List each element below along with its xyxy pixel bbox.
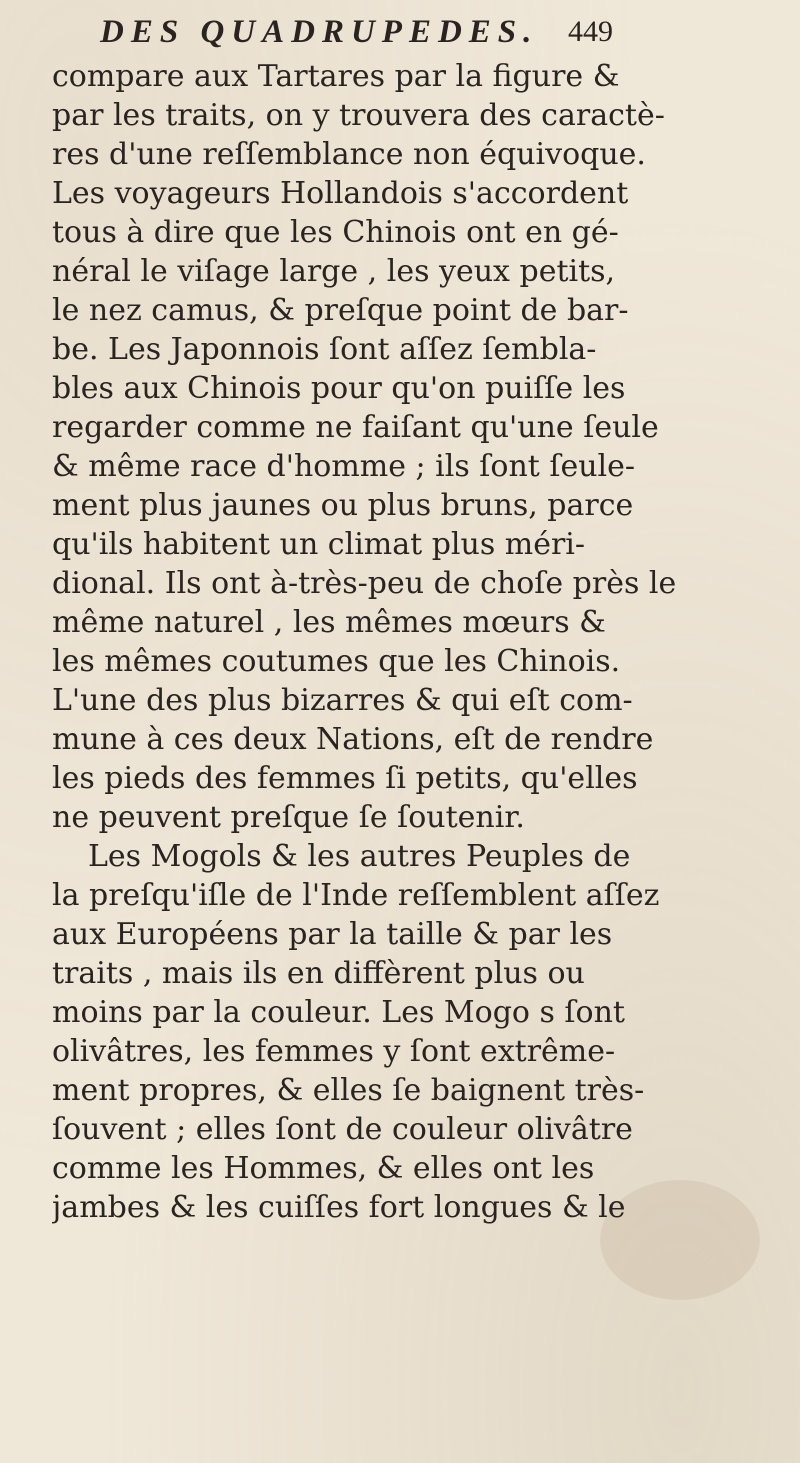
text-line: qu'ils habitent un climat plus méri- [52,527,586,562]
text-line: la preſqu'iſle de l'Inde reſſemblent aſſez [52,878,660,913]
text-line: tous à dire que les Chinois ont en gé- [52,215,619,250]
text-line: be. Les Japonnois ſont aſſez ſembla- [52,332,597,367]
text-line: les mêmes coutumes que les Chinois. [52,644,621,679]
text-line: compare aux Tartares par la figure & [52,59,620,94]
text-line: traits , mais ils en diffèrent plus ou [52,956,585,991]
text-line: moins par la couleur. Les Mogo s ſont [52,995,625,1030]
page-number: 449 [568,15,613,48]
text-line: ment propres, & elles ſe baignent très- [52,1073,645,1108]
text-line: ſouvent ; elles ſont de couleur olivâtre [52,1112,633,1147]
text-line: comme les Hommes, & elles ont les [52,1151,595,1186]
running-title: DES QUADRUPEDES. [100,14,539,50]
text-line: bles aux Chinois pour qu'on puiſſe les [52,371,626,406]
text-line: ne peuvent preſque ſe ſoutenir. [52,800,525,835]
text-line: ment plus jaunes ou plus bruns, parce [52,488,634,523]
text-line: L'une des plus bizarres & qui eſt com- [52,683,633,718]
text-line: jambes & les cuiſſes fort longues & le [52,1190,626,1225]
running-head [100,10,640,60]
text-line: les pieds des femmes ſi petits, qu'elles [52,761,638,796]
text-line: même naturel , les mêmes mœurs & [52,605,606,640]
text-line: néral le viſage large , les yeux petits, [52,254,616,289]
text-line: olivâtres, les femmes y ſont extrême- [52,1034,616,1069]
text-line: & même race d'homme ; ils ſont ſeule- [52,449,636,484]
text-line: mune à ces deux Nations, eſt de rendre [52,722,654,757]
text-line: aux Européens par la taille & par les [52,917,613,952]
paragraph-start-line: Les Mogols & les autres Peuples de [88,839,631,874]
text-line: dional. Ils ont à-très-peu de choſe près le [52,566,677,601]
text-line: par les traits, on y trouvera des caractè- [52,98,665,133]
text-line: le nez camus, & preſque point de bar- [52,293,629,328]
text-line: Les voyageurs Hollandois s'accordent [52,176,629,211]
text-line: regarder comme ne faiſant qu'une ſeule [52,410,659,445]
text-line: res d'une reſſemblance non équivoque. [52,137,646,172]
